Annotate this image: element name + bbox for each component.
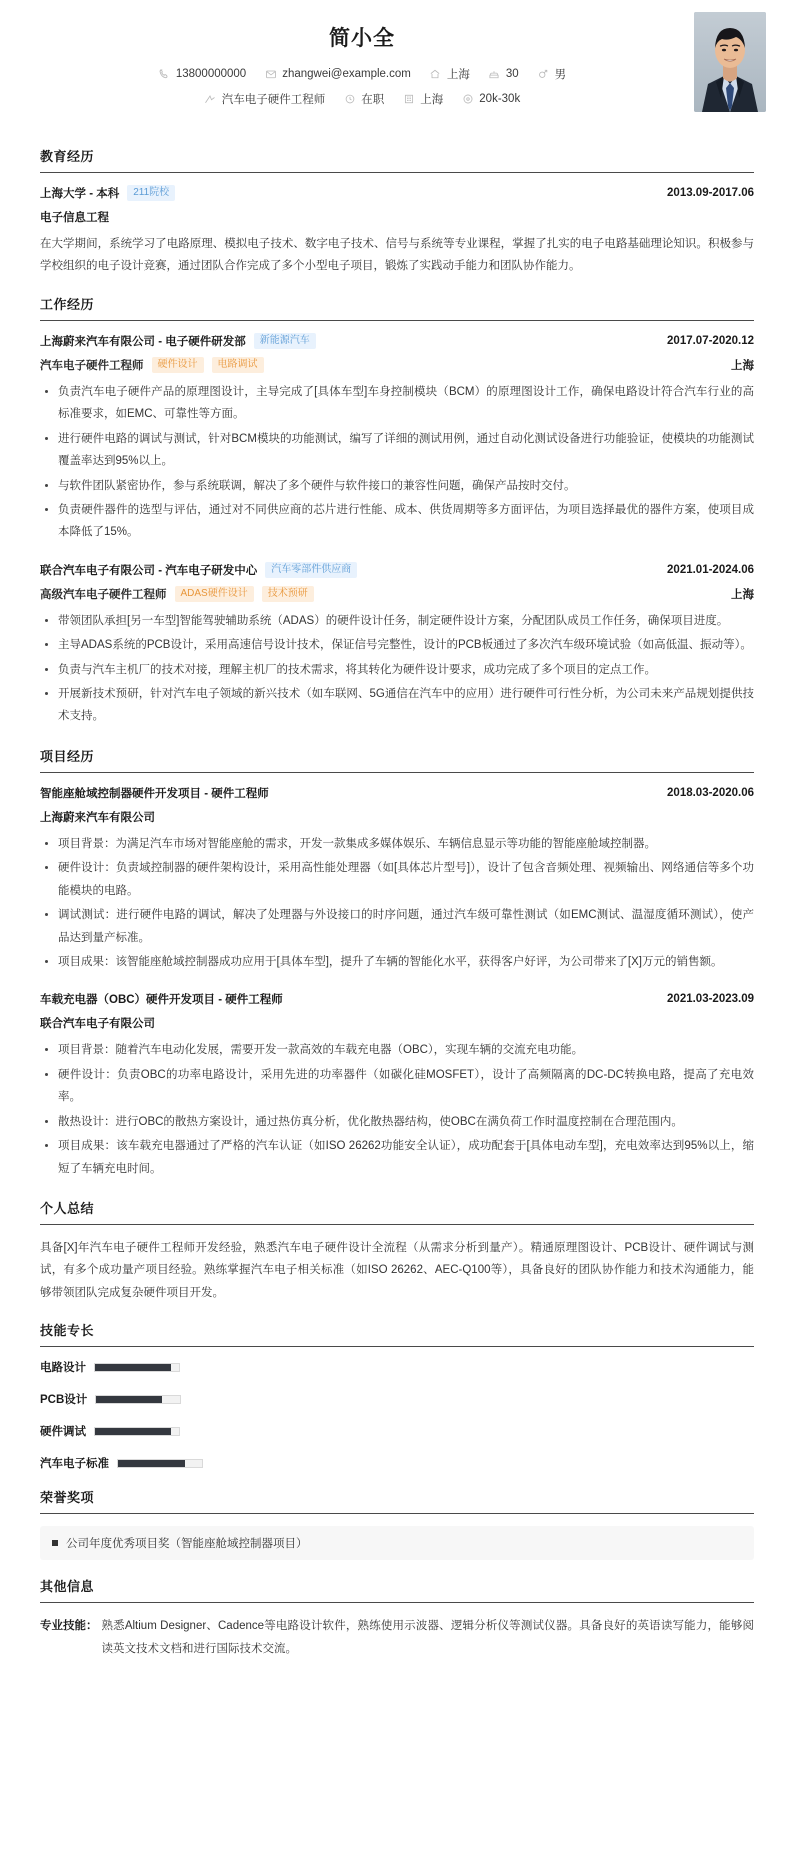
square-bullet-icon xyxy=(52,1540,58,1546)
project-date: 2021.03-2023.09 xyxy=(667,993,754,1006)
bullet-item: 进行硬件电路的调试与测试，针对BCM模块的功能测试，编写了详细的测试用例，通过自动化测试设备进行功能验证，使模块的功能测试覆盖率达到95%以上。 xyxy=(40,428,754,473)
project-entries xyxy=(40,773,754,1180)
tag-blue: 211院校 xyxy=(127,185,175,201)
section-title-projects: 项目经历 xyxy=(40,746,754,773)
section-title-summary: 个人总结 xyxy=(40,1198,754,1225)
honor-text: 公司年度优秀项目奖（智能座舱域控制器项目） xyxy=(66,1538,308,1551)
section-other xyxy=(0,1576,794,1660)
bullet-item: 项目成果：该智能座舱域控制器成功应用于[具体车型]，提升了车辆的智能化水平，获得客户好评，为公司带来了[X]万元的销售额。 xyxy=(40,951,754,973)
section-title-honors: 荣誉奖项 xyxy=(40,1487,754,1514)
bullet-item: 带领团队承担[另一车型]智能驾驶辅助系统（ADAS）的硬件设计任务，制定硬件设计方案，分配团队成员工作任务，确保项目进度。 xyxy=(40,610,754,632)
portrait-photo-icon xyxy=(694,12,766,112)
work-location: 上海 xyxy=(731,588,754,601)
contact-item xyxy=(402,91,443,107)
education-entry-header xyxy=(40,185,754,201)
tag-orange: 技术预研 xyxy=(262,586,314,602)
contact-row-primary xyxy=(40,66,754,82)
bullet-item: 硬件设计：负责域控制器的硬件架构设计，采用高性能处理器（如[具体芯片型号]），设计了包含音频处理、视频输出、网络通信等多个功能模块的电路。 xyxy=(40,857,754,902)
work-location: 上海 xyxy=(731,359,754,372)
project-company: 上海蔚来汽车有限公司 xyxy=(40,811,155,824)
skill-progress-fill xyxy=(96,1396,162,1403)
tag-blue: 新能源汽车 xyxy=(254,333,316,349)
building-icon xyxy=(402,93,415,106)
contact-item xyxy=(204,91,326,107)
skill-name: 硬件调试 xyxy=(40,1426,86,1439)
project-date: 2018.03-2020.06 xyxy=(667,786,754,799)
contact-value: 上海 xyxy=(420,94,444,106)
bullet-item: 硬件设计：负责OBC的功率电路设计，采用先进的功率器件（如碳化硅MOSFET），设计了高频隔离的DC-DC转换电路，提高了充电效率。 xyxy=(40,1064,754,1109)
section-title-education: 教育经历 xyxy=(40,146,754,173)
contact-item xyxy=(537,66,567,82)
project-bullets xyxy=(40,1039,754,1180)
status-icon xyxy=(343,93,356,106)
project-entry-header xyxy=(40,991,754,1007)
bullet-item: 调试测试：进行硬件电路的调试，解决了处理器与外设接口的时序问题，通过汽车级可靠性测试（如EMC测试、温湿度循环测试），使产品达到量产标准。 xyxy=(40,904,754,949)
position-title: 汽车电子硬件工程师 xyxy=(40,359,144,372)
major-name: 电子信息工程 xyxy=(40,212,109,224)
bullet-item: 项目背景：随着汽车电动化发展，需要开发一款高效的车载充电器（OBC），实现车辆的交流充电功能。 xyxy=(40,1039,754,1061)
contact-item xyxy=(429,66,470,82)
phone-icon xyxy=(158,68,171,81)
work-entry-subheader xyxy=(40,357,754,373)
project-company: 联合汽车电子有限公司 xyxy=(40,1018,155,1031)
work-date: 2017.07-2020.12 xyxy=(667,334,754,347)
skill-row xyxy=(40,1455,754,1471)
bullet-item: 项目成果：该车载充电器通过了严格的汽车认证（如ISO 26262功能安全认证），成功配套于[具体电动车型]，充电效率达到95%以上，缩短了车辆充电时间。 xyxy=(40,1135,754,1180)
other-info-row xyxy=(40,1615,754,1660)
work-entries xyxy=(40,321,754,728)
skill-name: PCB设计 xyxy=(40,1394,88,1407)
avatar xyxy=(694,12,766,112)
position-title: 高级汽车电子硬件工程师 xyxy=(40,588,167,601)
resume-header xyxy=(0,0,794,130)
education-description: 在大学期间，系统学习了电路原理、模拟电子技术、数字电子技术、信号与系统等专业课程，掌握了扎实的电子电路基础理论知识。积极参与学校组织的电子设计竞赛，通过团队合作完成了多个小型电子项目，锻炼了实践动手能力和团队协作能力。 xyxy=(40,238,754,273)
bullet-item: 负责汽车电子硬件产品的原理图设计，主导完成了[具体车型]车身控制模块（BCM）的原理图设计工作，确保电路设计符合汽车行业的高标准要求，如EMC、可靠性等方面。 xyxy=(40,381,754,426)
skill-name: 汽车电子标准 xyxy=(40,1458,109,1471)
summary-text: 具备[X]年汽车电子硬件工程师开发经验，熟悉汽车电子硬件设计全流程（从需求分析到量产）。精通原理图设计、PCB设计、硬件调试与测试，有多个成功量产项目经验。熟练掌握汽车电子相关标准（如ISO 26262、AEC-Q100等），具备良好的团队协作能力和技术沟通能力，能够带领团队完成复杂硬件项目开发。 xyxy=(40,1241,754,1299)
skill-name: 电路设计 xyxy=(40,1362,86,1375)
project-name: 车载充电器（OBC）硬件开发项目 - 硬件工程师 xyxy=(40,994,283,1007)
section-honors xyxy=(0,1487,794,1560)
contact-item xyxy=(264,68,411,81)
contact-value: 20k-30k xyxy=(479,93,521,105)
honor-list xyxy=(40,1514,754,1560)
work-bullets xyxy=(40,610,754,728)
skill-progress-track xyxy=(94,1363,180,1372)
bullet-item: 开展新技术预研，针对汽车电子领域的新兴技术（如车联网、5G通信在汽车中的应用）进行硬件可行性分析，为公司未来产品规划提供技术支持。 xyxy=(40,683,754,728)
contact-value: zhangwei@example.com xyxy=(282,68,411,80)
bullet-item: 主导ADAS系统的PCB设计，采用高速信号设计技术，保证信号完整性，设计的PCB板通过了多次汽车级环境试验（如高低温、振动等）。 xyxy=(40,634,754,656)
cake-icon xyxy=(488,68,501,81)
skill-progress-track xyxy=(117,1459,203,1468)
bullet-item: 与软件团队紧密协作，参与系统联调，解决了多个硬件与软件接口的兼容性问题，确保产品按时交付。 xyxy=(40,475,754,497)
contact-value: 汽车电子硬件工程师 xyxy=(221,94,326,106)
bullet-item: 项目背景：为满足汽车市场对智能座舱的需求，开发一款集成多媒体娱乐、车辆信息显示等功能的智能座舱域控制器。 xyxy=(40,833,754,855)
project-entry-header xyxy=(40,785,754,801)
page-title: 简小全 xyxy=(329,27,395,50)
section-summary xyxy=(0,1198,794,1304)
home-icon xyxy=(429,68,442,81)
skill-progress-track xyxy=(94,1427,180,1436)
honor-item xyxy=(40,1526,754,1560)
education-entry xyxy=(40,185,754,278)
bullet-item: 负责硬件器件的选型与评估，通过对不同供应商的芯片进行性能、成本、供货周期等多方面评估，为项目选择最优的器件方案，使项目成本降低了15%。 xyxy=(40,499,754,544)
project-entry xyxy=(40,785,754,974)
salary-icon xyxy=(461,93,474,106)
section-work xyxy=(0,294,794,728)
skill-progress-fill xyxy=(95,1364,171,1371)
contact-item xyxy=(343,91,384,107)
education-date: 2013.09-2017.06 xyxy=(667,187,754,199)
skill-row xyxy=(40,1423,754,1439)
contact-item xyxy=(461,93,520,106)
tag-blue: 汽车零部件供应商 xyxy=(265,562,357,578)
bullet-item: 散热设计：进行OBC的散热方案设计，通过热仿真分析，优化散热器结构，使OBC在满负荷工作时温度控制在合理范围内。 xyxy=(40,1111,754,1133)
contact-value: 在职 xyxy=(361,94,385,106)
briefcase-icon xyxy=(204,93,217,106)
section-title-work: 工作经历 xyxy=(40,294,754,321)
work-entry xyxy=(40,562,754,728)
section-title-skills: 技能专长 xyxy=(40,1320,754,1347)
skill-progress-track xyxy=(95,1395,181,1404)
project-name: 智能座舱域控制器硬件开发项目 - 硬件工程师 xyxy=(40,787,269,800)
skill-progress-fill xyxy=(118,1460,185,1467)
section-title-other: 其他信息 xyxy=(40,1576,754,1603)
school-name: 上海大学 - 本科 xyxy=(40,188,120,200)
work-date: 2021.01-2024.06 xyxy=(667,563,754,576)
work-entry xyxy=(40,333,754,544)
contact-item xyxy=(488,68,519,81)
section-education xyxy=(0,146,794,278)
company-name: 联合汽车电子有限公司 - 汽车电子研发中心 xyxy=(40,564,258,577)
education-entries xyxy=(40,173,754,278)
skill-progress-fill xyxy=(95,1428,171,1435)
project-bullets xyxy=(40,833,754,974)
section-projects xyxy=(0,746,794,1180)
tag-orange: 电路调试 xyxy=(212,357,264,373)
tag-orange: 硬件设计 xyxy=(152,357,204,373)
other-info-label: 专业技能： xyxy=(40,1620,98,1633)
contact-value: 30 xyxy=(505,68,519,80)
project-entry xyxy=(40,991,754,1180)
contact-value: 上海 xyxy=(446,69,470,81)
bullet-item: 负责与汽车主机厂的技术对接，理解主机厂的技术需求，将其转化为硬件设计要求，成功完成了多个项目的定点工作。 xyxy=(40,659,754,681)
skill-row xyxy=(40,1391,754,1407)
tag-orange: ADAS硬件设计 xyxy=(175,586,254,602)
contact-value: 男 xyxy=(554,69,567,81)
gender-icon xyxy=(537,68,550,81)
work-entry-subheader xyxy=(40,586,754,602)
mail-icon xyxy=(264,68,277,81)
skill-list xyxy=(40,1347,754,1471)
skill-row xyxy=(40,1359,754,1375)
contact-item xyxy=(158,68,246,81)
contact-row-secondary xyxy=(40,91,754,107)
work-entry-header xyxy=(40,333,754,349)
company-name: 上海蔚来汽车有限公司 - 电子硬件研发部 xyxy=(40,335,246,348)
contact-value: 13800000000 xyxy=(175,68,247,80)
work-bullets xyxy=(40,381,754,544)
section-skills xyxy=(0,1320,794,1471)
other-info-value: 熟悉Altium Designer、Cadence等电路设计软件，熟练使用示波器、逻辑分析仪等测试仪器。具备良好的英语读写能力，能够阅读英文技术文档和进行国际技术交流。 xyxy=(101,1620,754,1655)
work-entry-header xyxy=(40,562,754,578)
other-list xyxy=(40,1603,754,1660)
